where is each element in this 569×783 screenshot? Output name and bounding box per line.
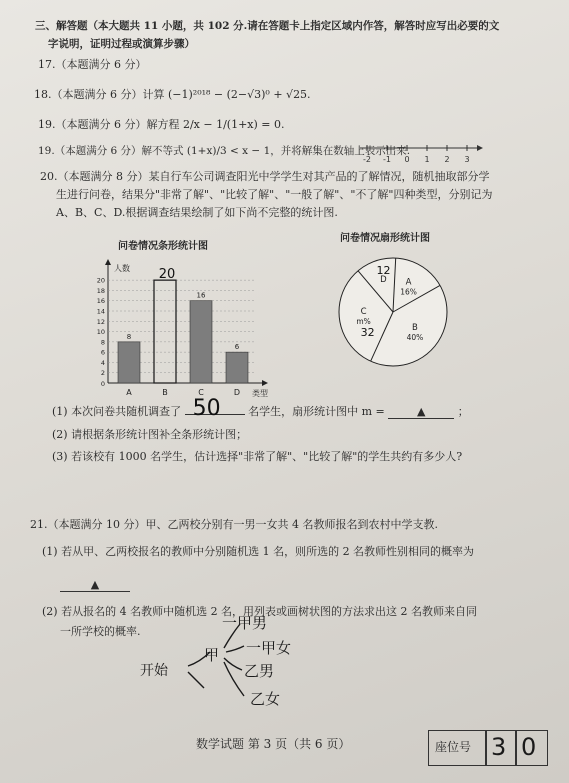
handwriting-a2: 一甲女	[246, 639, 292, 657]
handwriting-top: 一甲男	[222, 614, 268, 632]
question-21-part2b: 一所学校的概率.	[60, 625, 141, 638]
number-line-tick-label: 2	[444, 155, 450, 164]
bar-y-tick: 18	[96, 286, 105, 295]
seat-divider-2	[515, 731, 517, 765]
seat-divider-1	[485, 731, 487, 765]
bar-y-tick-origin: 0	[100, 380, 105, 388]
bar-C	[190, 301, 212, 383]
bar-y-tick: 6	[100, 348, 105, 357]
question-19: 19.（本题满分 6 分）解方程 2/x − 1/(1+x) = 0.	[38, 118, 285, 131]
pie-chart	[318, 250, 468, 375]
section-header-line1: 三、解答题（本大题共 11 小题，共 102 分.请在答题卡上指定区域内作答，解答时应写出必要的文	[35, 20, 500, 32]
number-line-tick-label: 3	[464, 155, 470, 164]
pie-slice-label: C	[360, 307, 367, 318]
seat-digit-2: 0	[521, 733, 537, 761]
seat-label: 座位号	[435, 740, 472, 754]
q20-p1-text: (1) 本次问卷共随机调查了	[52, 405, 182, 418]
bar-data-label: 16	[196, 291, 206, 300]
handwriting-c: 乙女	[250, 690, 281, 708]
pie-slice-value: 16%	[400, 287, 417, 297]
bar-chart	[86, 255, 276, 405]
pie-handwritten-C: 32	[360, 326, 375, 340]
bar-y-label: 人数	[114, 264, 130, 273]
bar-data-label: 6	[234, 343, 240, 352]
bar-x-arrow	[262, 380, 268, 386]
number-line-tick-label: 0	[404, 155, 410, 164]
bar-y-tick: 20	[96, 276, 105, 285]
bar-category-label: A	[126, 388, 132, 397]
question-19b: 19.（本题满分 6 分）解不等式 (1+x)/3 < x − 1，并将解集在数轴上表示出来.	[38, 145, 411, 157]
q20-p1-tail: 名学生，扇形统计图中 m =	[248, 405, 385, 418]
number-line-arrow	[477, 145, 483, 151]
bar-D	[226, 352, 248, 383]
bar-chart-title: 问卷情况条形统计图	[118, 241, 208, 252]
question-20-part1	[52, 396, 469, 421]
pie-slice-value: 40%	[406, 333, 424, 343]
bar-data-label: 8	[126, 332, 132, 341]
page-footer: 数学试题 第 3 页（共 6 页）	[196, 737, 351, 751]
bar-B-handwritten-value: 20	[158, 267, 176, 283]
bar-y-tick: 8	[100, 338, 105, 347]
tree-branch-6	[224, 662, 244, 696]
bar-x-label: 类型	[252, 389, 268, 398]
bar-y-tick: 2	[100, 369, 105, 378]
question-20-line2: 生进行问卷，结果分"非常了解"、"比较了解"、"一般了解"、"不了解"四种类型，分别记为	[56, 188, 493, 201]
bar-category-label: C	[198, 388, 204, 397]
question-20-part2: (2) 请根据条形统计图补全条形统计图；	[52, 428, 248, 441]
seat-number-box	[428, 730, 548, 766]
section-header-line2: 字说明，证明过程或演算步骤）	[48, 38, 195, 50]
pie-slice-label: B	[411, 323, 418, 334]
question-18: 18.（本题满分 6 分）计算 (−1)²⁰¹⁸ − (2−√3)⁰ + √25.	[34, 88, 311, 101]
number-line	[355, 136, 485, 166]
q20-p1-handwritten-answer: 50	[192, 396, 221, 421]
question-21-part1: (1) 若从甲、乙两校报名的教师中分别随机选 1 名，则所选的 2 名教师性别相同的概率为	[42, 545, 475, 558]
pie-handwritten-D: 12	[376, 263, 391, 277]
question-20-line1: 20.（本题满分 8 分）某自行车公司调查阳光中学学生对其产品的了解情况，随机抽取部分学	[40, 170, 490, 183]
q20-p1-answer-blank	[185, 396, 245, 421]
bar-A	[118, 342, 140, 383]
handwriting-b: 乙男	[244, 662, 275, 680]
seat-digit-1: 3	[491, 733, 507, 761]
pie-slice-value: m%	[356, 317, 371, 327]
q20-p1-end: ；	[457, 405, 469, 418]
bar-y-tick: 12	[96, 317, 105, 326]
question-21-part2: (2) 若从报名的 4 名教师中随机选 2 名，用列表或画树状图的方法求出这 2 名教师来自同	[42, 605, 478, 618]
tree-branch-4	[226, 646, 244, 652]
bar-category-label: B	[162, 388, 168, 397]
tree-branch-2	[188, 672, 204, 688]
bar-category-label: D	[233, 388, 241, 397]
handwriting-a: 甲	[204, 646, 220, 664]
question-21-part1-blank	[60, 578, 130, 592]
pie-slice-label: D	[380, 274, 387, 285]
number-line-tick-label: -1	[383, 155, 391, 164]
number-line-tick-label: 1	[424, 155, 430, 164]
bar-y-arrow	[105, 259, 111, 265]
bar-y-tick: 16	[96, 297, 105, 306]
bar-y-tick: 14	[96, 307, 105, 316]
bar-y-tick: 10	[96, 328, 105, 337]
q20-m-blank: ▲	[388, 405, 454, 419]
question-17: 17.（本题满分 6 分）	[38, 58, 147, 71]
pie-chart-title: 问卷情况扇形统计图	[340, 233, 430, 244]
bar-y-tick: 4	[100, 358, 105, 367]
question-20-line3: A、B、C、D.根据调查结果绘制了如下尚不完整的统计图.	[56, 206, 338, 219]
number-line-tick-label: -2	[363, 155, 371, 164]
handwriting-root: 开始	[140, 663, 168, 679]
question-20-part3: (3) 若该校有 1000 名学生，估计选择"非常了解"、"比较了解"的学生共约有多少人?	[52, 450, 463, 463]
q21-p1-blank: ▲	[60, 578, 130, 592]
question-21-line1: 21.（本题满分 10 分）甲、乙两校分别有一男一女共 4 名教师报名到农村中学支教.	[30, 518, 438, 531]
pie-slice-label: A	[405, 277, 412, 288]
